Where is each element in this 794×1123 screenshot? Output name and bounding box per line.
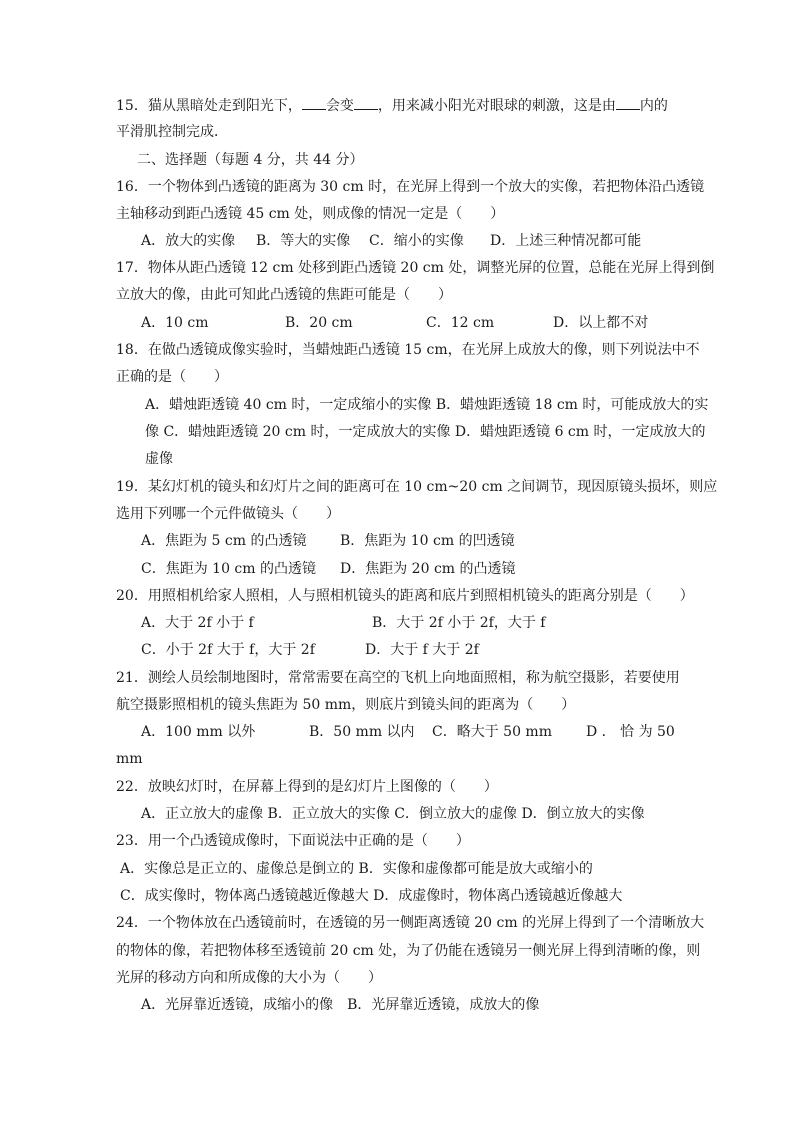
q23-options-line1[interactable]: A．实像总是正立的、虚像总是倒立的 B．实像和虚像都可能是放大或缩小的: [120, 861, 593, 877]
q16-option-d[interactable]: D．上述三种情况都可能: [490, 233, 642, 249]
q16-stem-line2: 主轴移动到距凸透镜 45 cm 处，则成像的情况一定是（ ）: [116, 206, 505, 222]
q23-stem-line1: 23．用一个凸透镜成像时，下面说法中正确的是（ ）: [116, 833, 470, 849]
section-title: 二、选择题（每题 4 分，共 44 分）: [137, 152, 364, 168]
q21-option-a[interactable]: A．100 mm 以外: [141, 724, 256, 740]
q21-option-d[interactable]: D ． 恰 为 50: [586, 724, 675, 740]
q24-options-line1[interactable]: A．光屏靠近透镜，成缩小的像 B．光屏靠近透镜，成放大的像: [141, 997, 540, 1013]
q15-text-a: 15．猫从黑暗处走到阳光下，: [116, 98, 302, 114]
q19-stem-line2: 选用下列哪一个元件做镜头（ ）: [116, 506, 340, 522]
q24-stem-line2: 的物体的像，若把物体移至透镜前 20 cm 处，为了仍能在透镜另一侧光屏上得到清晰的像，则: [116, 943, 701, 959]
q15-text-d: 内的: [639, 98, 668, 114]
q24-stem-line3: 光屏的移动方向和所成像的大小为（ ）: [116, 970, 382, 986]
q19-option-d[interactable]: D．焦距为 20 cm 的凸透镜: [340, 561, 516, 577]
q16-option-c[interactable]: C．缩小的实像: [369, 233, 464, 249]
q19-option-a[interactable]: A．焦距为 5 cm 的凸透镜: [141, 533, 307, 549]
q18-stem-line2: 正确的是（ ）: [116, 369, 228, 385]
q17-stem-line1: 17．物体从距凸透镜 12 cm 处移到距凸透镜 20 cm 处，调整光屏的位置，总能在光屏上得到倒: [116, 260, 715, 276]
q15-line1: [116, 95, 668, 116]
q15-line2: 平滑肌控制完成．: [116, 124, 228, 140]
q17-option-c[interactable]: C．12 cm: [426, 315, 495, 331]
q21-stem-line1: 21．测绘人员绘制地图时，常常需要在高空的飞机上向地面照相，称为航空摄影，若要使用: [116, 670, 680, 686]
q15-blank-1: [302, 95, 326, 110]
q17-stem-line2: 立放大的像，由此可知此凸透镜的焦距可能是（ ）: [116, 287, 452, 303]
q21-stem-line2: 航空摄影照相机的镜头焦距为 50 mm，则底片到镜头间的距离为（ ）: [116, 697, 576, 713]
q24-stem-line1: 24．一个物体放在凸透镜前时，在透镜的另一侧距离透镜 20 cm 的光屏上得到了一个清晰放大: [116, 915, 705, 931]
q15-text-c: ，用来减小阳光对眼球的刺激，这是由: [377, 98, 616, 114]
q20-stem-line1: 20．用照相机给家人照相，人与照相机镜头的距离和底片到照相机镜头的距离分别是（ ）: [116, 588, 694, 604]
q18-stem-line1: 18．在做凸透镜成像实验时，当蜡烛距凸透镜 15 cm，在光屏上成放大的像，则下列说法中不: [116, 342, 700, 358]
q15-blank-2: [354, 95, 378, 110]
q18-options-line1[interactable]: A．蜡烛距透镜 40 cm 时，一定成缩小的实像 B．蜡烛距透镜 18 cm 时，可能成放大的实: [145, 397, 709, 413]
q20-option-d[interactable]: D．大于 f 大于 2f: [365, 642, 479, 658]
q22-options[interactable]: A．正立放大的虚像 B．正立放大的实像 C．倒立放大的虚像 D．倒立放大的实像: [141, 806, 645, 822]
q17-option-b[interactable]: B．20 cm: [285, 315, 353, 331]
q20-option-a[interactable]: A．大于 2f 小于 f: [141, 615, 254, 631]
q21-option-b[interactable]: B．50 mm 以内: [309, 724, 415, 740]
q23-options-line2[interactable]: C．成实像时，物体离凸透镜越近像越大 D．成虚像时，物体离凸透镜越近像越大: [120, 888, 623, 904]
q15-text-b: 会变: [325, 98, 354, 114]
q15-blank-3: [616, 95, 640, 110]
q18-options-line2[interactable]: 像 C．蜡烛距透镜 20 cm 时，一定成放大的实像 D．蜡烛距透镜 6 cm 时，一定成放大的: [145, 424, 706, 440]
q16-stem-line1: 16．一个物体到凸透镜的距离为 30 cm 时，在光屏上得到一个放大的实像，若把物体沿凸透镜: [116, 179, 705, 195]
q17-option-a[interactable]: A．10 cm: [141, 315, 209, 331]
q20-option-c[interactable]: C．小于 2f 大于 f，大于 2f: [141, 642, 315, 658]
q21-option-d-continued: mm: [116, 751, 143, 767]
q20-option-b[interactable]: B．大于 2f 小于 2f，大于 f: [372, 615, 546, 631]
q16-option-b[interactable]: B．等大的实像: [256, 233, 351, 249]
q19-option-b[interactable]: B．焦距为 10 cm 的凹透镜: [340, 533, 515, 549]
q19-stem-line1: 19．某幻灯机的镜头和幻灯片之间的距离可在 10 cm~20 cm 之间调节，现因原镜头损坏，则应: [116, 479, 718, 495]
q18-options-line3: 虚像: [145, 451, 173, 467]
q21-option-c[interactable]: C．略大于 50 mm: [432, 724, 552, 740]
q17-option-d[interactable]: D．以上都不对: [553, 315, 649, 331]
q19-option-c[interactable]: C．焦距为 10 cm 的凸透镜: [141, 561, 316, 577]
q22-stem-line1: 22．放映幻灯时，在屏幕上得到的是幻灯片上图像的（ ）: [116, 779, 498, 795]
q16-option-a[interactable]: A．放大的实像: [141, 233, 236, 249]
